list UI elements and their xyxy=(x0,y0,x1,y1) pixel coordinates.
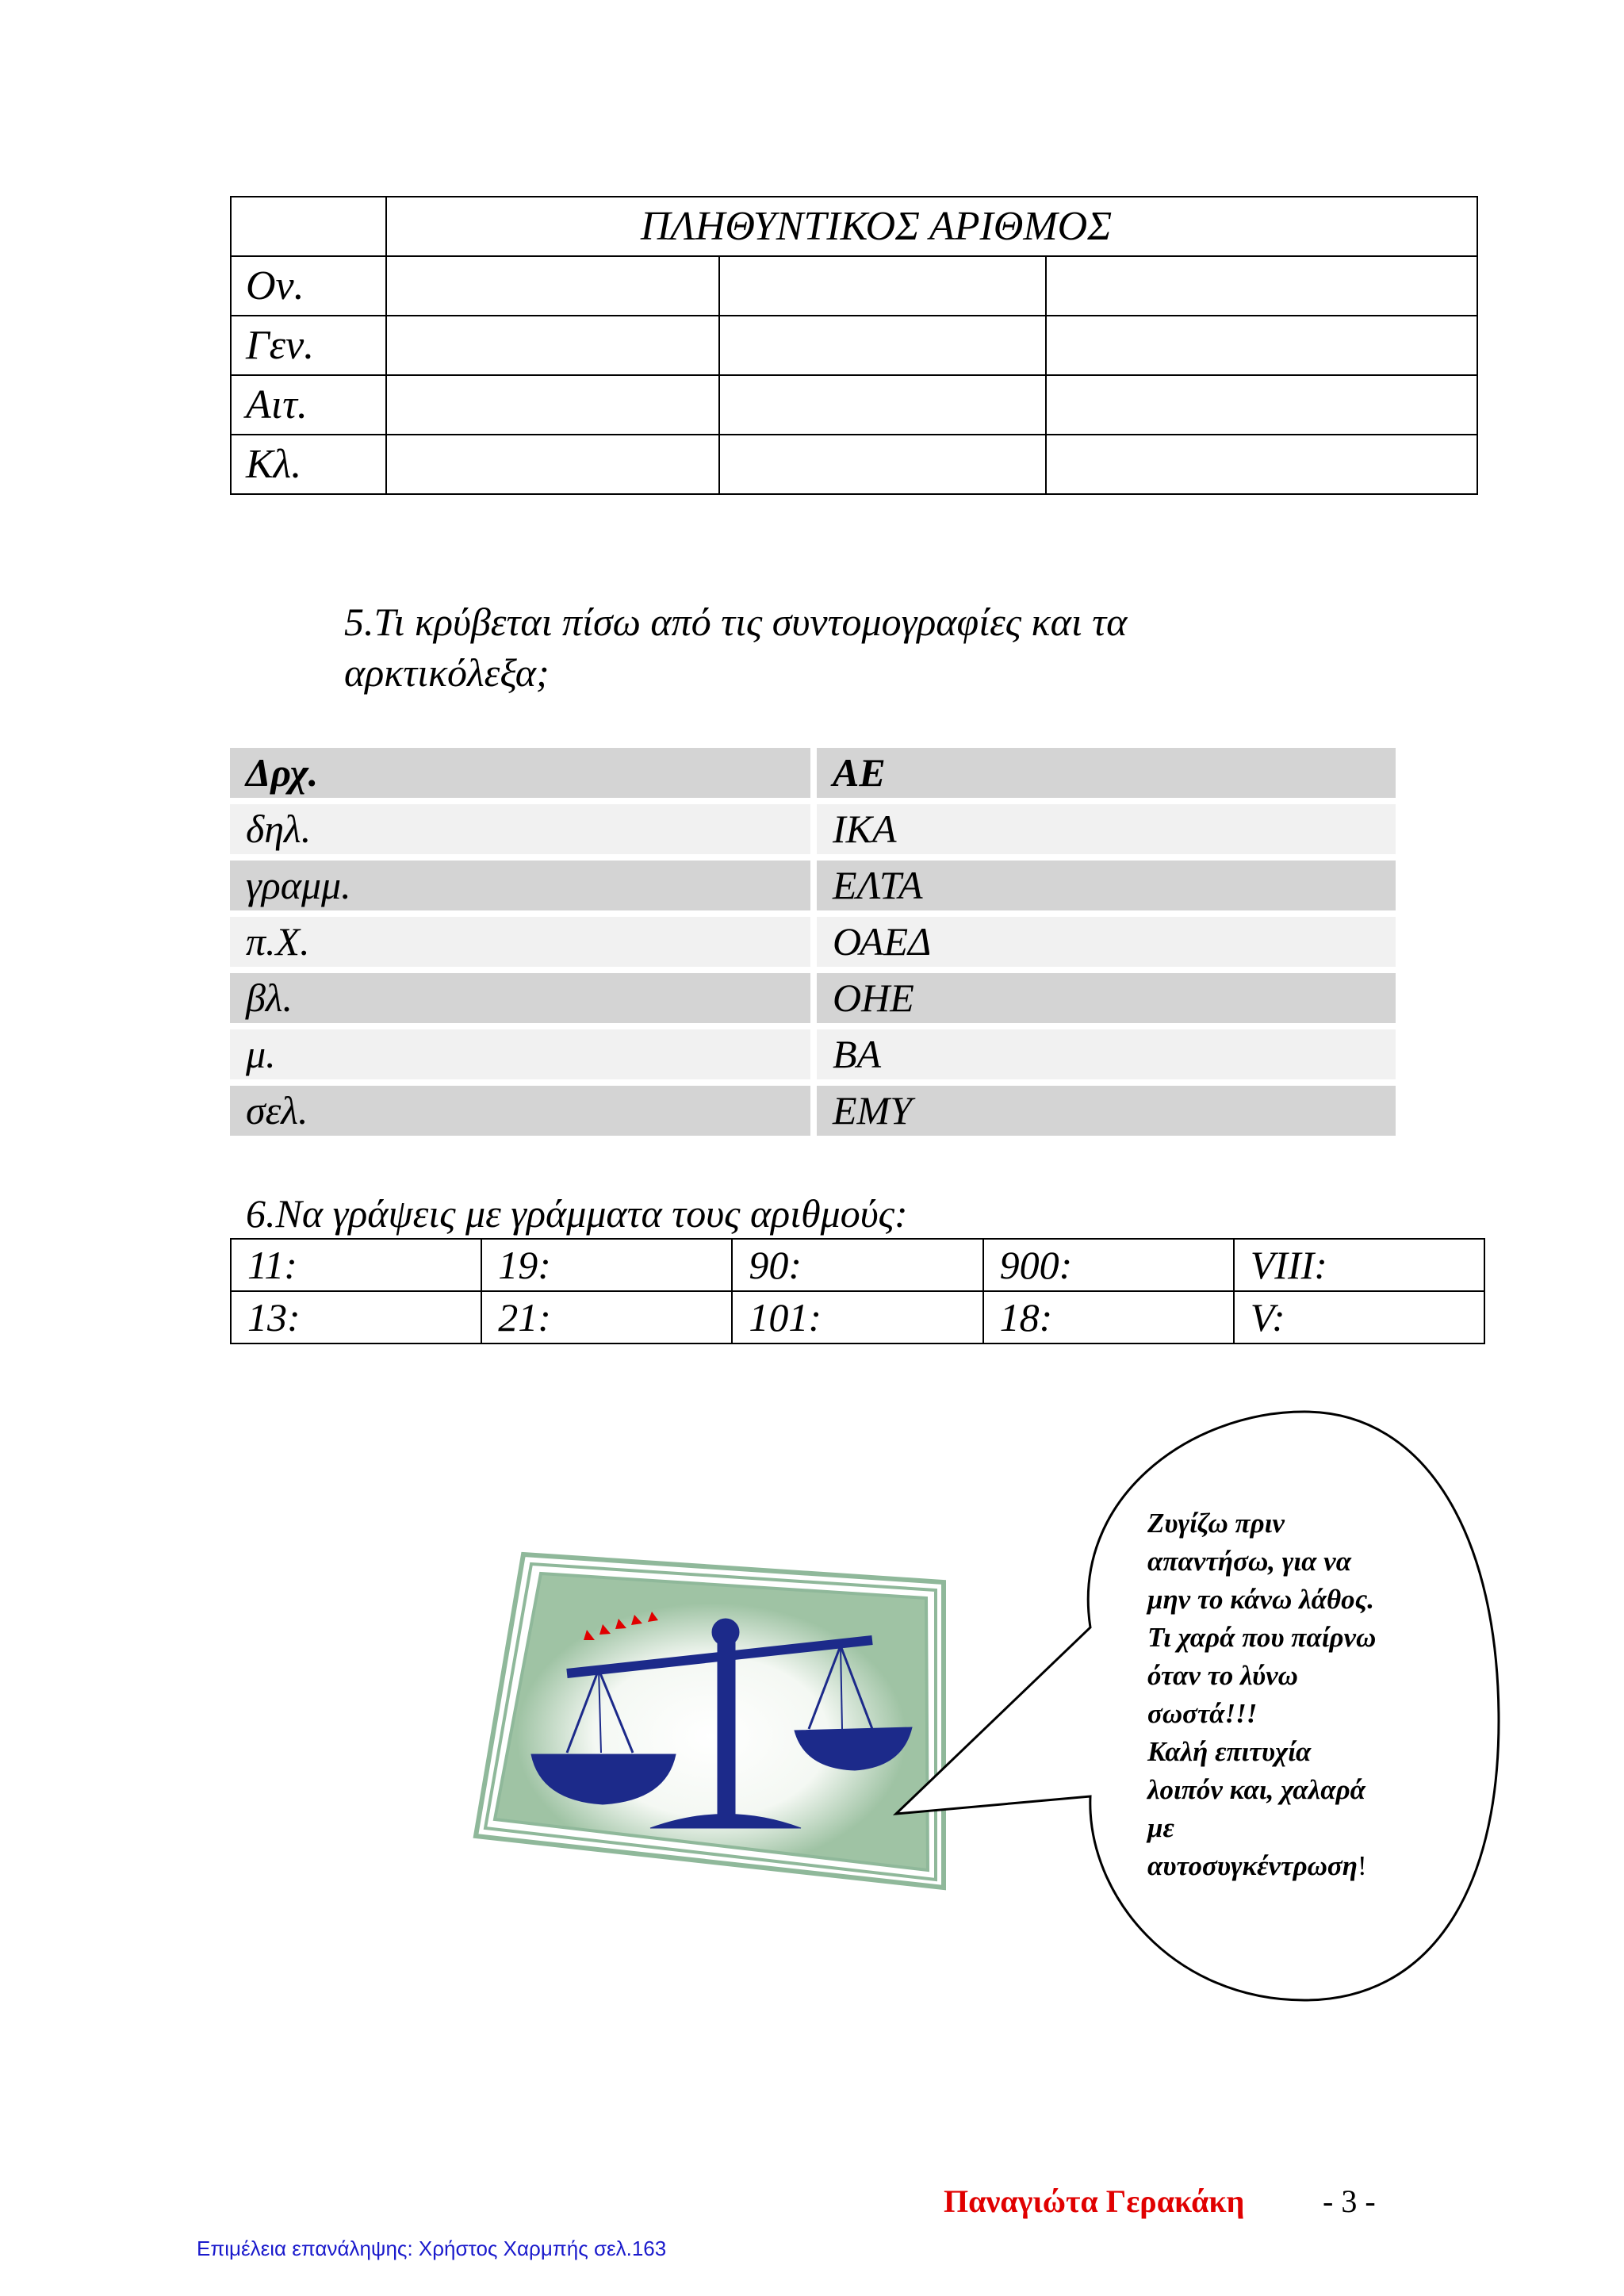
number-cell: V: xyxy=(1234,1291,1484,1343)
number-cell: 19: xyxy=(481,1239,732,1291)
answer-cell xyxy=(386,375,719,435)
answer-cell xyxy=(719,256,1046,316)
acronym-cell: ΕΛΤΑ xyxy=(817,861,1396,910)
bubble-line: όταν το λύνω xyxy=(1147,1660,1298,1691)
bubble-last-word: αυτοσυγκέντρωση xyxy=(1147,1850,1358,1881)
abbreviation-cell: γραμμ. xyxy=(230,861,810,910)
abbreviation-row xyxy=(230,748,1396,798)
bubble-line: λοιπόν και, χαλαρά xyxy=(1147,1774,1365,1805)
number-cell: VIII: xyxy=(1234,1239,1484,1291)
bubble-line: Τι χαρά που παίρνω xyxy=(1147,1622,1377,1653)
number-cell: 11: xyxy=(231,1239,481,1291)
abbreviation-cell: μ. xyxy=(230,1029,810,1079)
bubble-line: Ζυγίζω πριν xyxy=(1147,1508,1285,1539)
number-cell: 21: xyxy=(481,1291,732,1343)
abbreviation-cell: Δρχ. xyxy=(230,748,810,798)
table-row xyxy=(231,256,1477,316)
number-cell: 90: xyxy=(732,1239,982,1291)
plural-table-title: ΠΛΗΘΥΝΤΙΚΟΣ ΑΡΙΘΜΟΣ xyxy=(386,197,1477,256)
answer-cell xyxy=(1046,375,1477,435)
abbreviation-cell: δηλ. xyxy=(230,804,810,854)
table-row xyxy=(231,1239,1484,1291)
acronym-cell: ΙΚΑ xyxy=(817,804,1396,854)
abbreviation-cell: βλ. xyxy=(230,973,810,1023)
abbreviation-cell: π.Χ. xyxy=(230,917,810,967)
answer-cell xyxy=(386,435,719,494)
bubble-line: σωστά!!! xyxy=(1147,1698,1258,1729)
abbreviations-grid xyxy=(230,748,1396,1142)
balance-scale-icon xyxy=(468,1547,959,1895)
question-5-line: αρκτικόλεξα; xyxy=(344,650,550,695)
plural-number-table xyxy=(230,196,1478,495)
answer-cell xyxy=(719,375,1046,435)
answer-cell xyxy=(1046,435,1477,494)
number-cell: 18: xyxy=(983,1291,1234,1343)
numbers-table xyxy=(230,1238,1485,1344)
abbreviation-row xyxy=(230,973,1396,1023)
bubble-line xyxy=(1147,1847,1449,1885)
case-label: Αιτ. xyxy=(231,375,386,435)
bubble-line: με xyxy=(1147,1812,1174,1843)
bubble-line: απαντήσω, για να xyxy=(1147,1546,1352,1577)
table-cell xyxy=(231,197,386,256)
picture-frame xyxy=(476,1554,944,1888)
footer-credit: Επιμέλεια επανάληψης: Χρήστος Χαρμπής σελ.163 xyxy=(197,2237,667,2260)
answer-cell xyxy=(1046,316,1477,375)
number-cell: 101: xyxy=(732,1291,982,1343)
bubble-line: Καλή επιτυχία xyxy=(1147,1736,1312,1767)
speech-bubble-text xyxy=(1147,1504,1449,1885)
table-row xyxy=(231,1291,1484,1343)
question-6-heading: 6.Να γράψεις με γράμματα τους αριθμούς: xyxy=(246,1191,908,1236)
abbreviation-row xyxy=(230,861,1396,910)
abbreviation-row xyxy=(230,1086,1396,1136)
case-label: Ον. xyxy=(231,256,386,316)
table-row xyxy=(231,435,1477,494)
abbreviation-row xyxy=(230,1029,1396,1079)
question-5-line: 5.Τι κρύβεται πίσω από τις συντομογραφίες και τα xyxy=(344,600,1128,644)
abbreviation-row xyxy=(230,917,1396,967)
table-row xyxy=(231,375,1477,435)
acronym-cell: ΟΑΕΔ xyxy=(817,917,1396,967)
acronym-cell: ΑΕ xyxy=(817,748,1396,798)
abbreviation-row xyxy=(230,804,1396,854)
answer-cell xyxy=(719,435,1046,494)
case-label: Γεν. xyxy=(231,316,386,375)
bubble-line: μην το κάνω λάθος. xyxy=(1147,1584,1374,1615)
acronym-cell: ΒΑ xyxy=(817,1029,1396,1079)
number-cell: 900: xyxy=(983,1239,1234,1291)
answer-cell xyxy=(719,316,1046,375)
abbreviation-cell: σελ. xyxy=(230,1086,810,1136)
table-header-row xyxy=(231,197,1477,256)
acronym-cell: ΟΗΕ xyxy=(817,973,1396,1023)
number-cell: 13: xyxy=(231,1291,481,1343)
answer-cell xyxy=(1046,256,1477,316)
author-name: Παναγιώτα Γερακάκη xyxy=(944,2183,1245,2219)
page-number: - 3 - xyxy=(1323,2183,1376,2219)
answer-cell xyxy=(386,256,719,316)
case-label: Κλ. xyxy=(231,435,386,494)
question-5-heading xyxy=(344,596,1327,698)
answer-cell xyxy=(386,316,719,375)
acronym-cell: ΕΜΥ xyxy=(817,1086,1396,1136)
table-row xyxy=(231,316,1477,375)
bubble-exclamation: ! xyxy=(1358,1850,1367,1881)
